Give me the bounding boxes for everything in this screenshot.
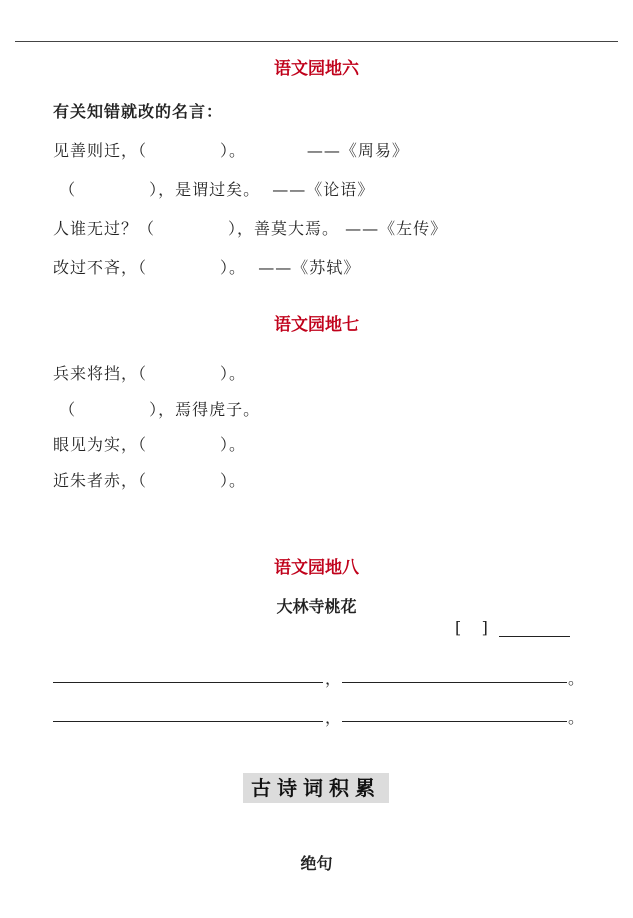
proverb-line-1: 见善则迁，（ ）。 ——《周易》 bbox=[53, 141, 409, 160]
poetry-accumulation-title: 古诗词积累 bbox=[243, 773, 389, 803]
poem-blank-3[interactable] bbox=[53, 705, 323, 722]
idiom-line-1: 兵来将挡，（ ）。 bbox=[53, 364, 247, 383]
proverb-line-2: （ ），是谓过矣。 ——《论语》 bbox=[53, 180, 375, 199]
jueju-title: 绝句 bbox=[300, 854, 333, 873]
section-title-6: 语文园地六 bbox=[274, 59, 359, 79]
idiom-line-3: 眼见为实，（ ）。 bbox=[53, 435, 247, 454]
author-bracket: [ ] bbox=[455, 618, 488, 637]
section-heading: 有关知错就改的名言： bbox=[53, 102, 224, 121]
period-2: 。 bbox=[568, 708, 585, 727]
poem-title: 大林寺桃花 bbox=[276, 597, 357, 616]
proverb-line-4: 改过不吝，（ ）。 ——《苏轼》 bbox=[53, 258, 361, 277]
poem-blank-4[interactable] bbox=[342, 705, 567, 722]
poem-blank-1[interactable] bbox=[53, 666, 323, 683]
idiom-line-2: （ ），焉得虎子。 bbox=[53, 400, 261, 419]
comma-1: ， bbox=[325, 669, 342, 688]
author-blank[interactable] bbox=[499, 620, 570, 637]
proverb-line-3: 人谁无过？（ ），善莫大焉。 ——《左传》 bbox=[53, 219, 448, 238]
idiom-line-4: 近朱者赤，（ ）。 bbox=[53, 471, 247, 490]
section-title-7: 语文园地七 bbox=[274, 315, 359, 335]
section-title-8: 语文园地八 bbox=[274, 558, 359, 578]
period-1: 。 bbox=[568, 669, 585, 688]
comma-2: ， bbox=[325, 708, 342, 727]
poem-blank-2[interactable] bbox=[342, 666, 567, 683]
header-rule bbox=[15, 41, 618, 42]
